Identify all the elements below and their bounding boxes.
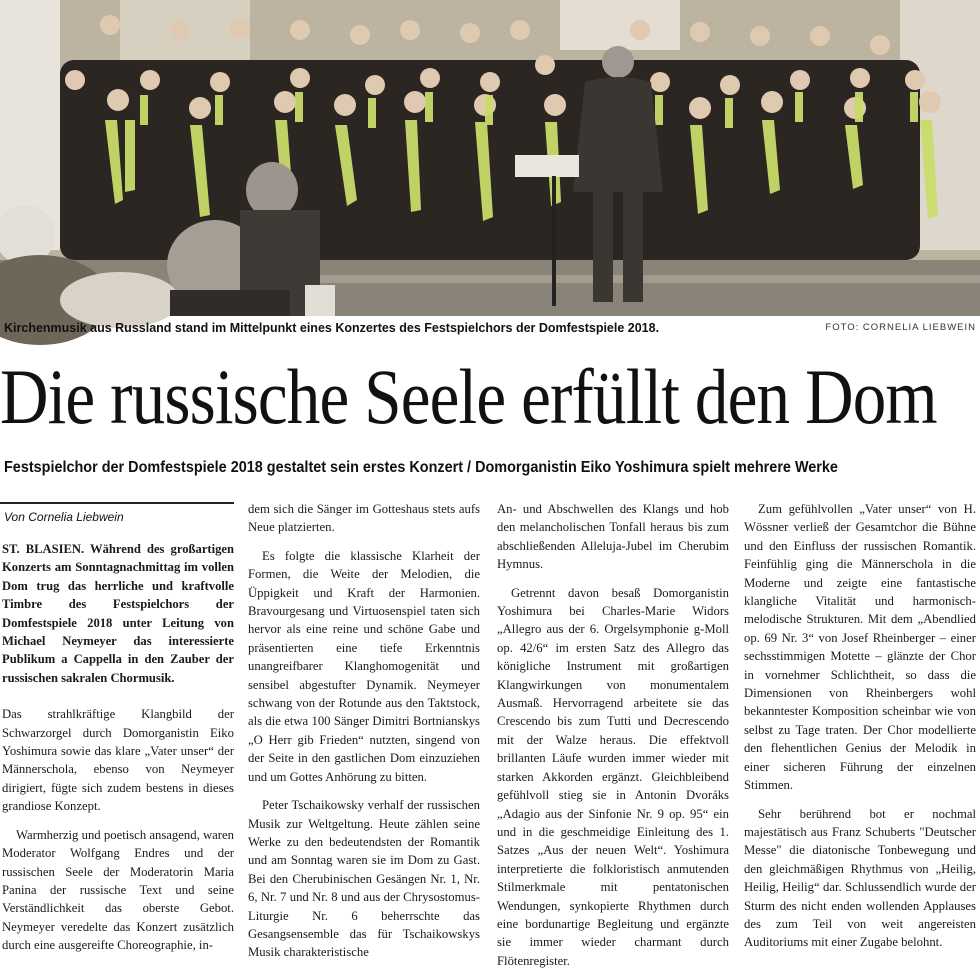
body-paragraph: Zum gefühlvollen „Vater unser“ von H. Wössner verließ der Gesamtchor die Bühne und den Einfluss der russischen Romantik. Feinfühlig ging die Männerschola in die Moderne und zeigte eine fantastische klangliche Vitalität und harmonisch-melodische Strukturen. Mit dem „Abendlied op. 69 Nr. 3“ von Josef Rheinberger – einer sechsstimmigen Motette – glänzte der Chor in vornehmer Schlichtheit, so dass die Dimensionen von Rheinbergers wohl bekanntester Komposition scheinbar wie von selbst zu Tage traten. Der Chor modellierte den flehentlichen Genius der Melodik in einer sicheren Führung der einzelnen Stimmen.: [744, 502, 976, 793]
body-paragraph: An- und Abschwellen des Klangs und hob den melancholischen Tonfall heraus bis zum abschließenden Alleluja-Jubel im Cherubim Hymnus.: [497, 502, 729, 572]
body-paragraph: Peter Tschaikowsky verhalf der russischen Musik zur Weltgeltung. Heute zählen seine Werke zu den bedeutendsten der Romantik und am Sonntag waren sie im Dom zu Gast. Bei den Cherubinischen Gesängen Nr. 1, Nr. 6, Nr. 7 und Nr. 8 und aus der Chrysostomus-Liturgie Nr. 6 beherrschte das Gesangsensemble das für Tschaikowskys Musik charakteristische: [248, 798, 480, 960]
choir-photo-illustration: [0, 0, 980, 316]
photo-credit: FOTO: CORNELIA LIEBWEIN: [825, 322, 976, 333]
article-column-2: [248, 500, 480, 960]
headline: Die russische Seele erfüllt den Dom: [0, 353, 937, 440]
byline: Von Cornelia Liebwein: [4, 510, 124, 524]
body-paragraph: Warmherzig und poetisch ansagend, waren Moderator Wolfgang Endres und der russischen Seele der Moderatorin Maria Panina der russische Text und seine Verständlichkeit das oberste Gebot. Neymeyer veredelte das Konzert zusätzlich durch eine ausgereifte Choreographie, in-: [2, 827, 234, 953]
article-column-3: [497, 500, 729, 968]
article-column-4: [744, 500, 976, 950]
body-paragraph: Das strahlkräftige Klangbild der Schwarzorgel durch Domorganistin Eiko Yoshimura sowie das klare „Vater unser“ der Männerschola, ebenso von Neymeyer dirigiert, fügte sich zudem bestens in dieses grandiose Konzept.: [2, 707, 234, 814]
body-paragraph: Sehr berührend bot er nochmal majestätisch aus Franz Schuberts "Deutscher Messe" die diatonische Tonbewegung und den gleichmäßigen Rhythmus von „Heilig, Heilig, Heilig“ dar. Schlussendlich wurde der Sturm des nicht enden wollenden Applauses des zum Teil von weit angereisten Auditoriums mit einer Zugabe belohnt.: [744, 806, 976, 950]
photo-caption: Kirchenmusik aus Russland stand im Mittelpunkt eines Konzertes des Festspielchors der Domfestspiele 2018.: [4, 321, 660, 335]
body-paragraph: Es folgte die klassische Klarheit der Formen, die Weite der Melodien, die Üppigkeit und Kraft der Harmonien. Bravourgesang und Virtuosenspiel taten sich hervor als eine reine und schöne Gabe und präsentierten eine tiefe Erkenntnis unangreifbarer Klanghomogenität und sensibel abgestufter Dynamik. Neymeyer schwang von der Rotunde aus den Taktstock, als die etwa 100 Sänger Dimitri Bortnianskys „O Herr gib Frieden“ nutzten, singend von der Seite in den gastlichen Dom einzuziehen und um Gottes Anhörung zu bitten.: [248, 548, 480, 784]
subheadline: Festspielchor der Domfestspiele 2018 gestaltet sein erstes Konzert / Domorganistin Eiko Yoshimura spielt mehrere Werke: [4, 459, 838, 476]
body-paragraph: dem sich die Sänger im Gotteshaus stets aufs Neue platzierten.: [248, 502, 480, 535]
lead-paragraph: ST. BLASIEN. Während des großartigen Konzerts am Sonntagnachmittag im vollen Dom trug das herrliche und kraftvolle Timbre des Festspielchors der Domfestspiele 2018 unter Leitung von Michael Neymeyer das interessierte Publikum a Cappella in den Zauber der russischen sakralen Chormusik.: [2, 542, 234, 685]
article-column-1: [2, 500, 234, 953]
body-paragraph: Getrennt davon besaß Domorganistin Yoshimura bei Charles-Marie Widors „Allegro aus der 6. Orgelsymphonie g-Moll op. 42/6“ im ersten Satz des Allegro das königliche Instrument mit großartigen Klangwirkungen von monumentalem Ausmaß. Hervorragend arbeitete sie das Crescendo bis zum Tutti und Decrescendo mit der Walze heraus. Die effektvoll brillanten Läufe wurden immer wieder mit starken Akkorden ergänzt. Gleichbleibend gefühlvoll stieg sie in Antonin Dvoráks „Adagio aus der Sinfonie Nr. 9 op. 95“ ein und in die geschmeidige Einleitung des 1. Satzes „Aus der neuen Welt“. Yoshimura interpretierte die folkloristisch anmutenden Stilmerkmale mit pentatonischen Wendungen, synkopierte Rhythmen durch eine bordunartige Begleitung und ergänzte sie immer wieder charmant durch Flötenregister.: [497, 585, 729, 968]
concert-photo: [0, 0, 980, 316]
